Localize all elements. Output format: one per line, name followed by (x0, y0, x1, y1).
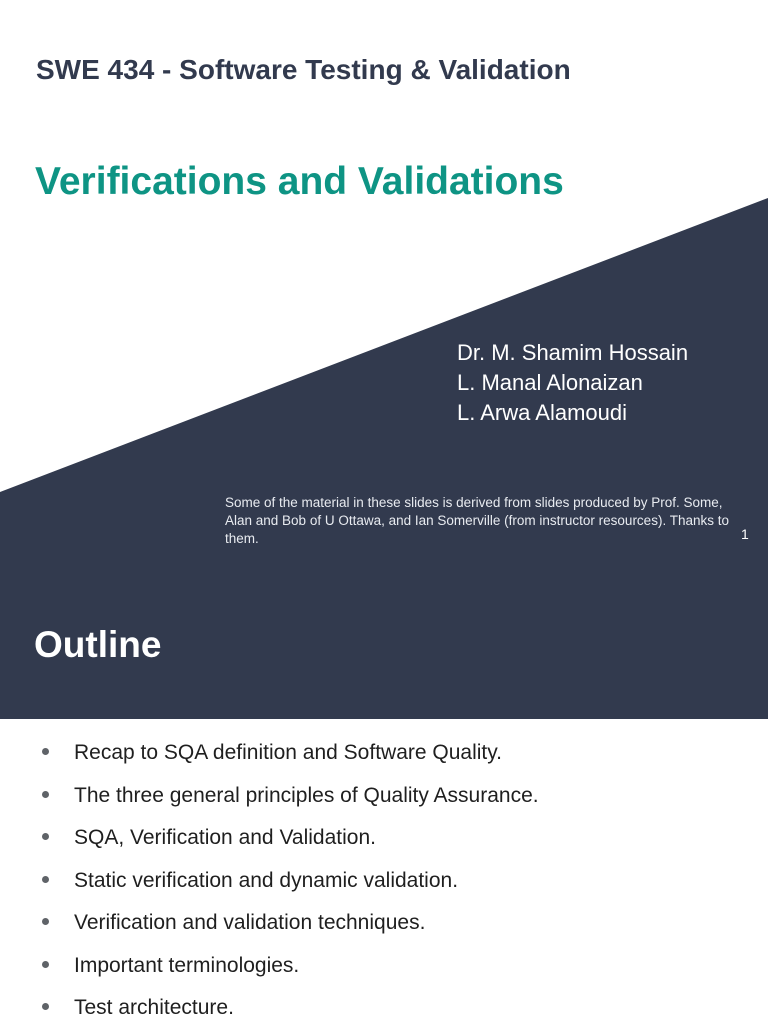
outline-list (42, 741, 539, 1024)
bullet-icon (42, 961, 49, 968)
author-list (457, 338, 688, 428)
author-name: L. Arwa Alamoudi (457, 400, 627, 425)
bullet-icon (42, 791, 49, 798)
bullet-icon (42, 1003, 49, 1010)
bullet-icon (42, 748, 49, 755)
list-item (42, 826, 539, 869)
bullet-icon (42, 876, 49, 883)
list-item (42, 911, 539, 954)
list-item-text: Verification and validation techniques. (74, 911, 426, 934)
list-item (42, 741, 539, 784)
author-name: L. Manal Alonaizan (457, 370, 643, 395)
list-item (42, 954, 539, 997)
course-title: SWE 434 - Software Testing & Validation (36, 54, 571, 85)
list-item-text: Test architecture. (74, 996, 234, 1019)
list-item-text: Static verification and dynamic validation. (74, 868, 459, 892)
list-item-text: Recap to SQA definition and Software Quality. (74, 741, 503, 764)
bullet-icon (42, 918, 49, 925)
list-item (42, 996, 539, 1024)
list-item (42, 784, 539, 827)
list-item-text: SQA, Verification and Validation. (74, 826, 376, 849)
list-item-text: The three general principles of Quality Assurance. (74, 783, 539, 807)
outline-slide (0, 576, 768, 1024)
bullet-icon (42, 833, 49, 840)
slide-title: Verifications and Validations (35, 160, 564, 203)
list-item (42, 869, 539, 912)
author-name: Dr. M. Shamim Hossain (457, 340, 689, 365)
header-band (0, 576, 768, 719)
page-number: 1 (741, 526, 749, 542)
outline-title: Outline (34, 624, 162, 665)
list-item-text: Important terminologies. (74, 953, 300, 977)
credit-note: Some of the material in these slides is derived from slides produced by Prof. Some, Alan and Bob of U Ottawa, and Ian Somerville (from instructor resources). Thanks to them. (225, 495, 729, 546)
